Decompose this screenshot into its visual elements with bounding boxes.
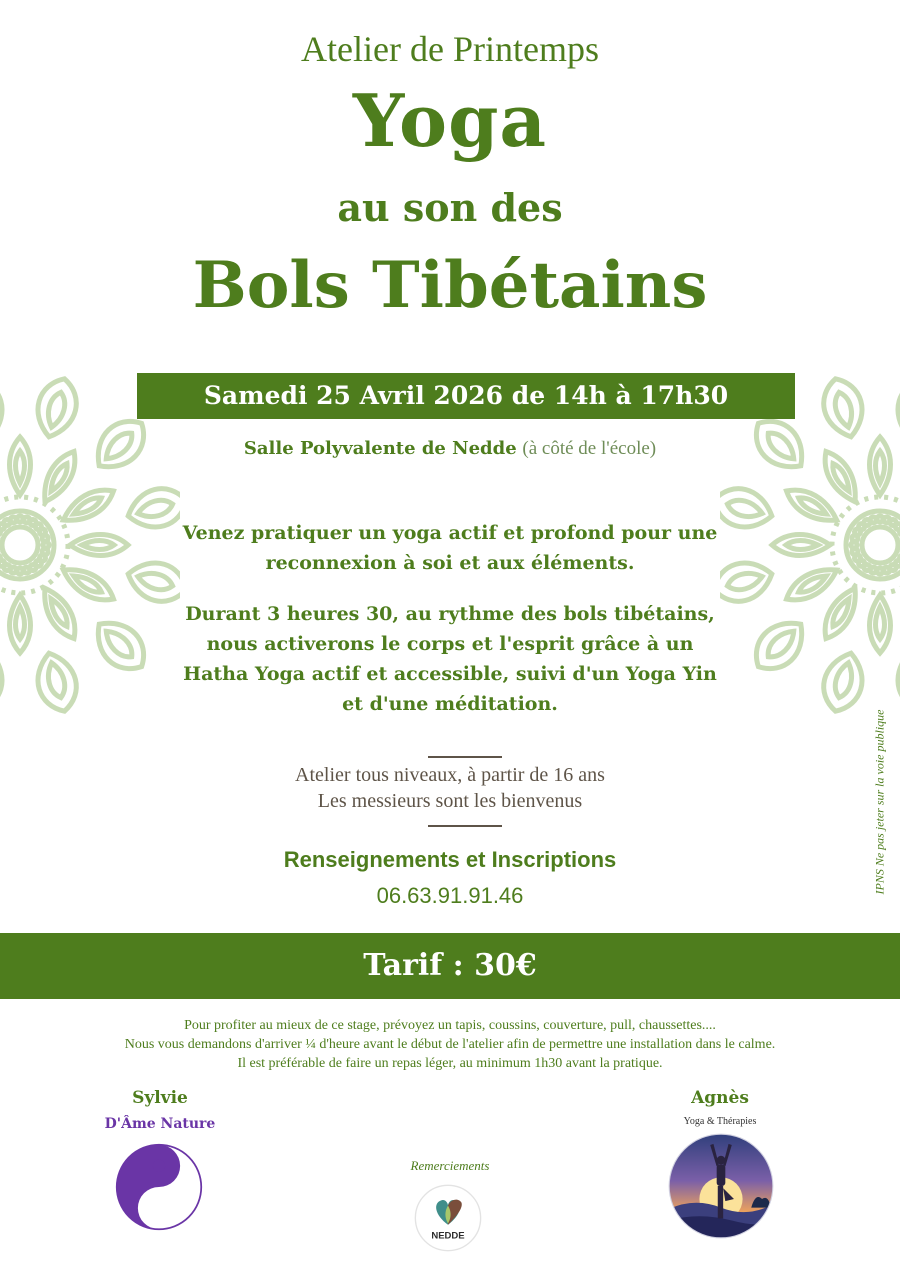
note-line: Il est préférable de faire un repas léger, au minimum 1h30 avant la pratique.: [237, 1056, 663, 1071]
description-paragraph-2: [0, 599, 900, 719]
contact-heading: Renseignements et Inscriptions: [283, 847, 617, 872]
host-left-brand: D'Âme Nature: [104, 1116, 216, 1132]
main-title: Yoga: [352, 78, 548, 163]
legal-notice-text: IPNS Ne pas jeter sur la voie publique: [872, 709, 887, 895]
description-line: et d'une méditation.: [342, 693, 558, 715]
workshop-subtitle: Atelier de Printemps: [301, 29, 599, 69]
note-line: Pour profiter au mieux de ce stage, prévoyez un tapis, coussins, couverture, pull, chaussettes....: [184, 1018, 716, 1033]
venue-name: Salle Polyvalente de Nedde: [243, 438, 517, 459]
divider-bottom: [428, 825, 502, 827]
description-line: Venez pratiquer un yoga actif et profond pour une: [182, 522, 718, 544]
host-right-name: Agnès: [691, 1088, 749, 1108]
description-line: reconnexion à soi et aux éléments.: [265, 552, 635, 574]
level-info: [0, 762, 900, 814]
contact-phone: 06.63.91.91.46: [376, 883, 524, 908]
venue-line: [0, 438, 900, 460]
host-left-name: Sylvie: [132, 1088, 188, 1108]
description-line: nous activerons le corps et l'esprit grâce à un: [206, 633, 694, 655]
yin-yang-logo-icon: [115, 1143, 203, 1231]
venue-note: (à côté de l'école): [522, 438, 657, 459]
description-paragraph-1: [0, 518, 900, 578]
note-line: Nous vous demandons d'arriver ¼ d'heure avant le début de l'atelier afin de permettre une installation dans le calme.: [124, 1037, 776, 1052]
legal-notice-vertical: [870, 677, 890, 927]
divider-top: [428, 756, 502, 758]
nedde-logo-icon: [414, 1184, 482, 1252]
description-line: Durant 3 heures 30, au rythme des bols tibétains,: [185, 603, 715, 625]
secondary-title: Bols Tibétains: [192, 248, 708, 323]
host-right-brand: Yoga & Thérapies: [683, 1116, 757, 1127]
yoga-pose-logo-icon: [667, 1132, 775, 1240]
price-banner: Tarif : 30€: [0, 933, 900, 999]
thanks-label: Remerciements: [410, 1158, 490, 1173]
practical-notes: [0, 1016, 900, 1073]
nedde-logo-text: NEDDE: [431, 1230, 465, 1242]
description-line: Hatha Yoga actif et accessible, suivi d'un Yoga Yin: [183, 663, 717, 685]
welcome-info-line: Les messieurs sont les bienvenus: [317, 790, 583, 812]
level-info-line: Atelier tous niveaux, à partir de 16 ans: [295, 764, 605, 786]
title-connector: au son des: [337, 185, 563, 230]
event-date-banner: Samedi 25 Avril 2026 de 14h à 17h30: [137, 373, 795, 419]
